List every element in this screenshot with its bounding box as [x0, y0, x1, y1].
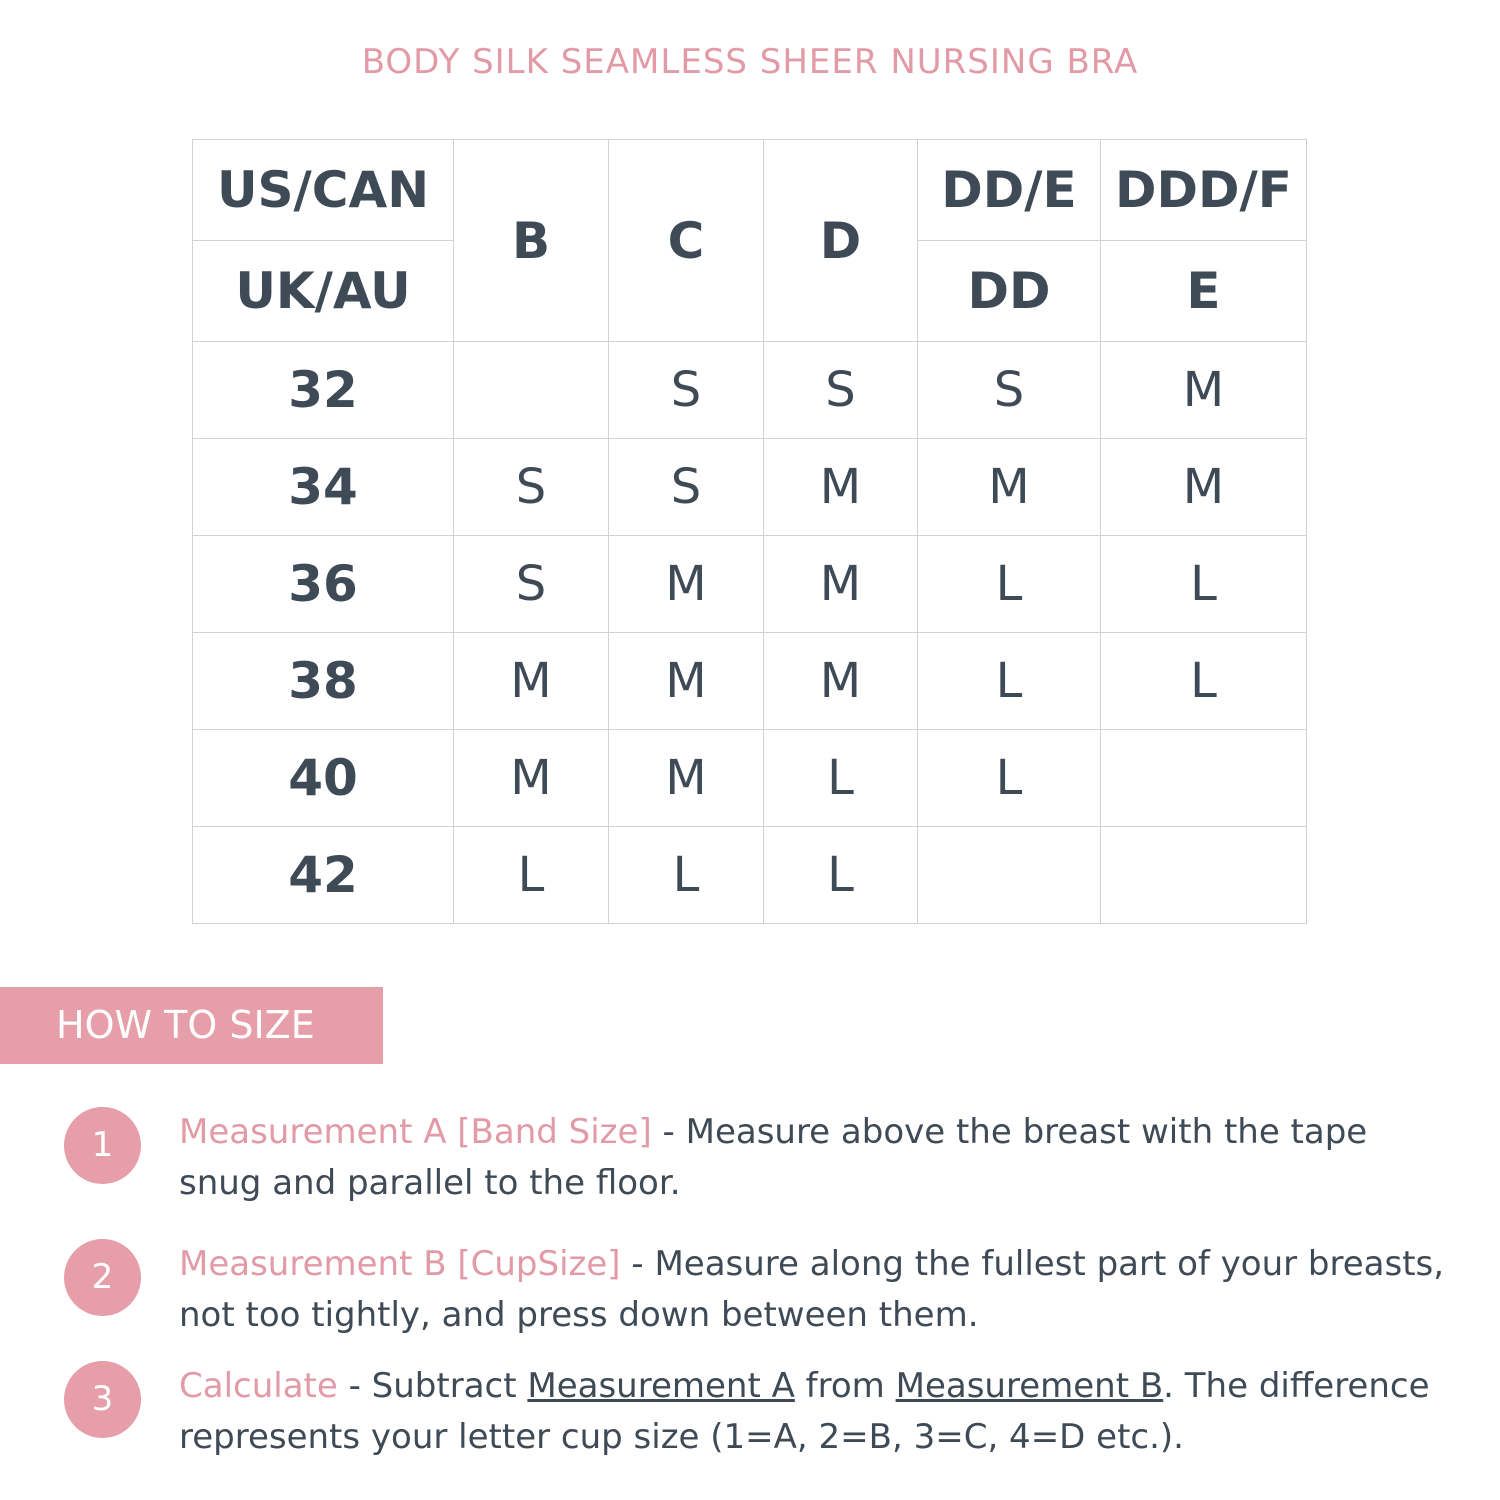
cup-header-b: B: [454, 140, 609, 342]
step-description: - Subtract: [337, 1366, 528, 1406]
step-number-badge: 2: [64, 1239, 141, 1316]
size-cell: M: [918, 439, 1101, 536]
measurement-b-reference: Measurement B: [895, 1366, 1164, 1406]
band-size: 36: [193, 536, 454, 633]
size-cell: [1101, 730, 1307, 827]
band-size: 40: [193, 730, 454, 827]
size-cell: [918, 827, 1101, 924]
region-label-us: US/CAN: [193, 140, 454, 241]
band-size: 38: [193, 633, 454, 730]
size-cell: [1101, 827, 1307, 924]
table-row: [193, 342, 1307, 439]
size-cell: M: [609, 730, 764, 827]
size-cell: M: [1101, 439, 1307, 536]
step-label: Calculate: [179, 1366, 338, 1406]
table-row: [193, 633, 1307, 730]
band-size: 34: [193, 439, 454, 536]
cup-header-dd-uk: DD: [918, 241, 1101, 342]
size-cell: L: [609, 827, 764, 924]
size-cell: L: [1101, 536, 1307, 633]
step-label: Measurement B [CupSize]: [179, 1244, 621, 1284]
size-chart-table: [192, 139, 1307, 924]
size-cell: M: [609, 633, 764, 730]
step-description: - Measure along the fullest part of your breasts, not too tightly, and press down between them.: [179, 1244, 1445, 1335]
table-row: [193, 439, 1307, 536]
size-cell: S: [918, 342, 1101, 439]
region-label-uk: UK/AU: [193, 241, 454, 342]
step-description: - Measure above the breast with the tape snug and parallel to the floor.: [179, 1112, 1368, 1203]
size-cell: M: [1101, 342, 1307, 439]
step-text: [179, 1239, 1459, 1341]
size-cell: L: [918, 536, 1101, 633]
page-title: BODY SILK SEAMLESS SHEER NURSING BRA: [361, 42, 1139, 82]
size-cell: [454, 342, 609, 439]
step-text: [179, 1107, 1459, 1209]
size-cell: L: [1101, 633, 1307, 730]
table-row: [193, 536, 1307, 633]
size-cell: L: [918, 633, 1101, 730]
step-number-badge: 3: [64, 1361, 141, 1438]
size-cell: S: [609, 342, 764, 439]
size-cell: L: [764, 827, 918, 924]
table-row: [193, 730, 1307, 827]
size-cell: S: [764, 342, 918, 439]
how-to-size-heading: HOW TO SIZE: [0, 987, 383, 1064]
measurement-a-reference: Measurement A: [527, 1366, 795, 1406]
cup-header-c: C: [609, 140, 764, 342]
table-row: [193, 827, 1307, 924]
band-size: 32: [193, 342, 454, 439]
step-number-badge: 1: [64, 1107, 141, 1184]
size-cell: M: [764, 633, 918, 730]
step-description: from: [794, 1366, 896, 1406]
size-cell: L: [764, 730, 918, 827]
size-cell: S: [454, 536, 609, 633]
cup-header-dd-e: DD/E: [918, 140, 1101, 241]
step-label: Measurement A [Band Size]: [179, 1112, 652, 1152]
size-cell: M: [454, 730, 609, 827]
size-cell: L: [454, 827, 609, 924]
cup-header-d: D: [764, 140, 918, 342]
size-cell: L: [918, 730, 1101, 827]
step-text: [179, 1361, 1459, 1463]
step-description: . The difference represents your letter cup size (1=A, 2=B, 3=C, 4=D etc.).: [179, 1366, 1430, 1457]
size-cell: M: [764, 536, 918, 633]
band-size: 42: [193, 827, 454, 924]
size-cell: S: [454, 439, 609, 536]
cup-header-ddd-f: DDD/F: [1101, 140, 1307, 241]
size-cell: M: [454, 633, 609, 730]
cup-header-e-uk: E: [1101, 241, 1307, 342]
size-cell: M: [609, 536, 764, 633]
size-cell: S: [609, 439, 764, 536]
size-cell: M: [764, 439, 918, 536]
